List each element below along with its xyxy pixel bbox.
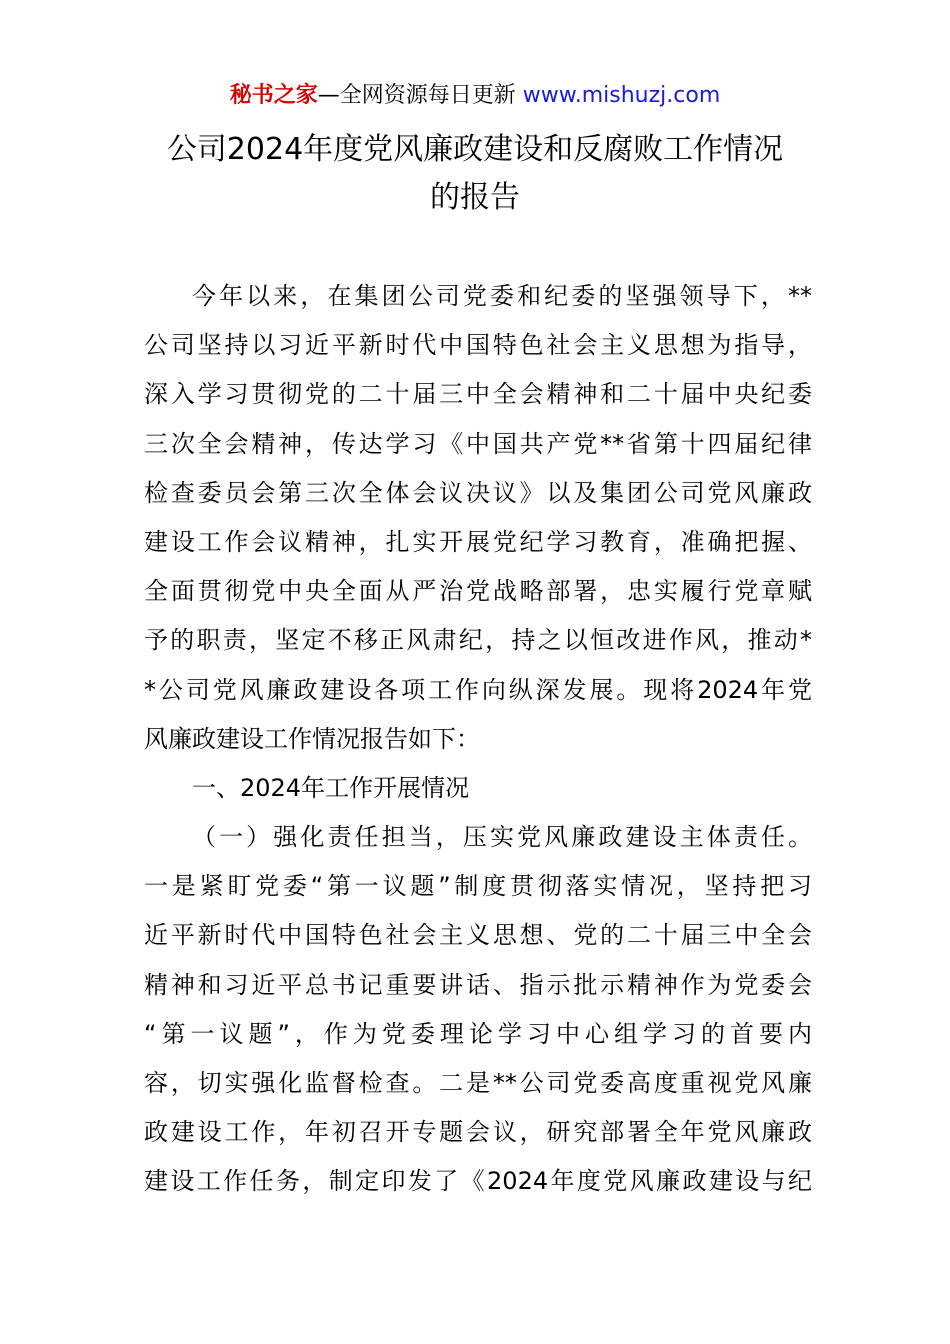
- body-line: “第一议题”，作为党委理论学习中心组学习的首要内: [144, 1019, 812, 1048]
- section-heading: 一、2024年工作开展情况: [192, 773, 470, 802]
- body-line: 三次全会精神，传达学习《中国共产党**省第十四届纪律: [144, 429, 812, 458]
- body-line: 予的职责，坚定不移正风肃纪，持之以恒改进作风，推动*: [144, 626, 812, 655]
- title-line-2: 的报告: [430, 180, 520, 215]
- body-line: 一是紧盯党委“第一议题”制度贯彻落实情况，坚持把习: [144, 872, 812, 901]
- body-line: 深入学习贯彻党的二十届三中全会精神和二十届中央纪委: [144, 380, 812, 409]
- body-line: 精神和习近平总书记重要讲话、指示批示精神作为党委会: [144, 970, 812, 999]
- body-line: 今年以来，在集团公司党委和纪委的坚强领导下，**: [192, 282, 812, 310]
- document-title: [100, 126, 850, 222]
- watermark-header: [0, 80, 950, 112]
- body-line: 公司坚持以习近平新时代中国特色社会主义思想为指导，: [144, 331, 812, 360]
- body-line: 建设工作会议精神，扎实开展党纪学习教育，准确把握、: [144, 527, 812, 556]
- body-line: 建设工作任务，制定印发了《2024年度党风廉政建设与纪: [144, 1167, 812, 1196]
- site-link[interactable]: www.mishuzj.com: [522, 83, 721, 108]
- body-line: 全面贯彻党中央全面从严治党战略部署，忠实履行党章赋: [144, 577, 812, 606]
- document-body: [144, 272, 812, 1207]
- body-line: 近平新时代中国特色社会主义思想、党的二十届三中全会: [144, 921, 812, 950]
- body-line: *公司党风廉政建设各项工作向纵深发展。现将2024年党: [144, 675, 812, 704]
- subsection-heading: （一）强化责任担当，压实党风廉政建设主体责任。: [192, 823, 812, 852]
- brand-name: 秘书之家: [229, 83, 318, 108]
- title-line-1: 公司2024年度党风廉政建设和反腐败工作情况: [166, 132, 784, 167]
- body-line: 风廉政建设工作情况报告如下：: [144, 724, 480, 753]
- body-line: 容，切实强化监督检查。二是**公司党委高度重视党风廉: [144, 1069, 812, 1097]
- brand-slogan: —全网资源每日更新: [317, 83, 516, 108]
- body-line: 政建设工作，年初召开专题会议，研究部署全年党风廉政: [144, 1118, 812, 1147]
- body-line: 检查委员会第三次全体会议决议》以及集团公司党风廉政: [144, 478, 812, 507]
